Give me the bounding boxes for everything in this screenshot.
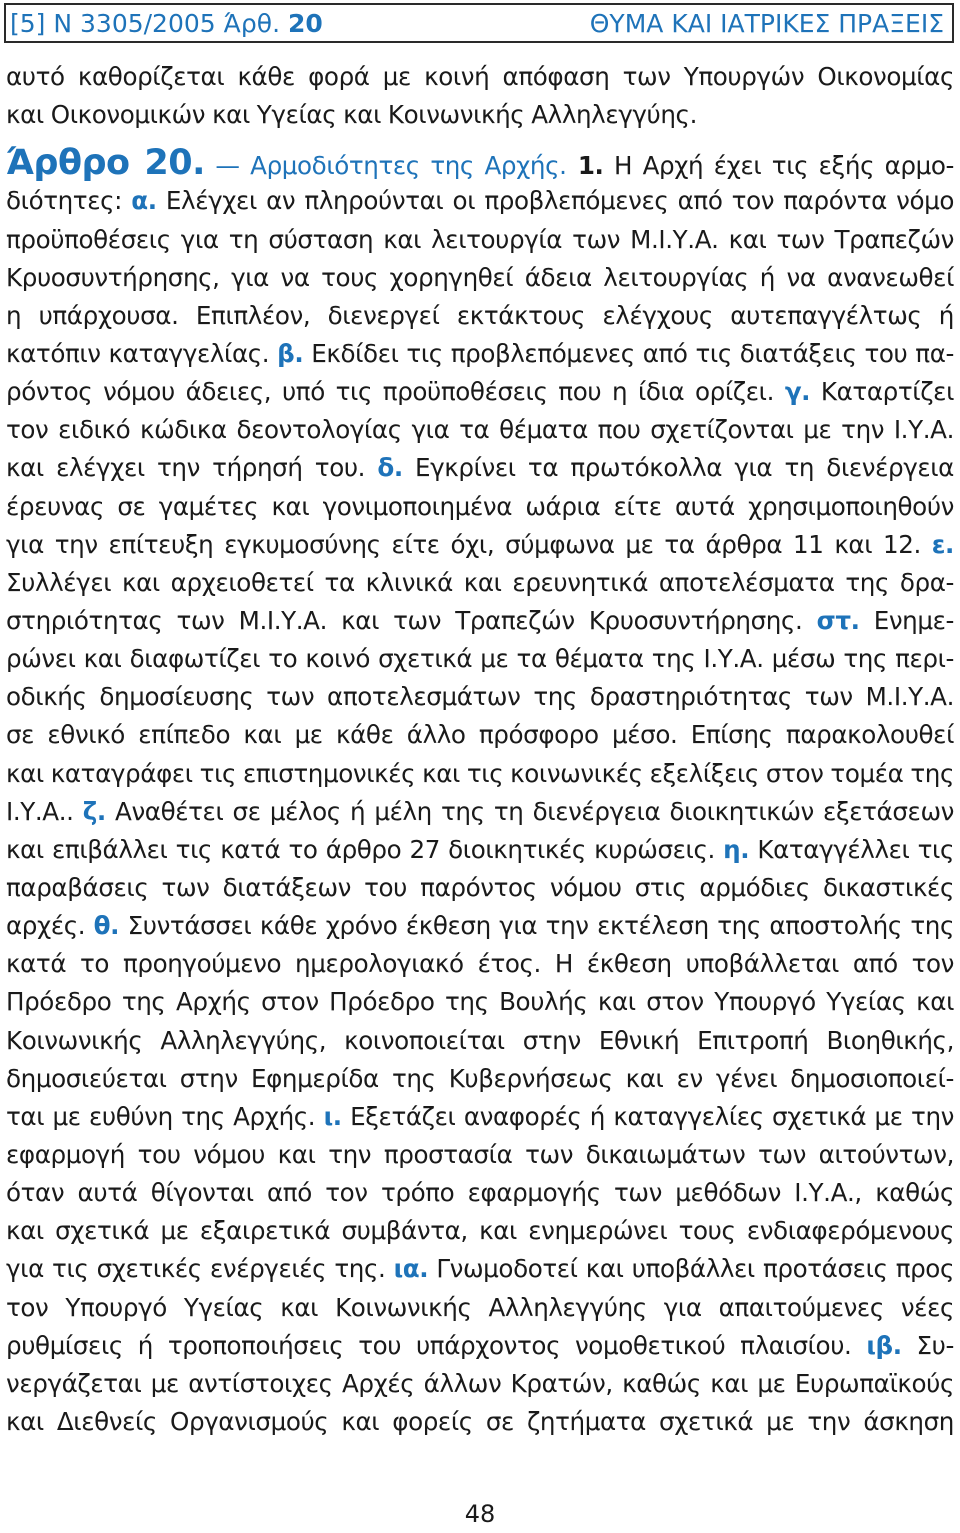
text-line: όταν αυτά θίγονται από τον τρόπο εφαρμογής των μεθόδων Ι.Υ.Α., καθώς	[6, 1178, 954, 1208]
item-marker: ι.	[323, 1101, 342, 1131]
item-marker: ιβ.	[866, 1330, 902, 1360]
law-reference-prefix: [5] Ν 3305/2005 Άρθ.	[10, 8, 288, 38]
text-line: παραβάσεις των διατάξεων του παρόντος νόμου στις αρμόδιες δικαστικές	[6, 872, 954, 902]
text-line: σε εθνικό επίπεδο και με κάθε άλλο πρόσφορο μέσο. Επίσης παρακολουθεί	[6, 720, 954, 750]
text-line: ρόντος νόμου άδειες, υπό τις προϋποθέσεις που η ίδια ορίζει. γ. Καταρτίζει	[6, 377, 954, 407]
text-line: Συλλέγει και αρχειοθετεί τα κλινικά και ερευνητικά αποτελέσματα της δρα-	[6, 567, 954, 597]
text-line: Κρυοσυντήρησης, για να τους χορηγηθεί άδεια λειτουργίας ή να ανανεωθεί	[6, 262, 954, 292]
article-heading-line	[6, 144, 954, 182]
item-marker: ζ.	[82, 796, 106, 826]
item-marker: γ.	[784, 377, 811, 407]
text-line: δημοσιεύεται στην Εφημερίδα της Κυβερνήσεως και εν γένει δημοσιοποιεί-	[6, 1063, 954, 1093]
text-line: οδικής δημοσίευσης των αποτελεσμάτων της δραστηριότητας των Μ.Ι.Υ.Α.	[6, 682, 954, 712]
text-line: στηριότητας των Μ.Ι.Υ.Α. και των Τραπεζών Κρυοσυντήρησης. στ. Ενημε-	[6, 605, 954, 635]
article-body	[6, 58, 954, 1441]
law-reference	[10, 9, 323, 38]
heading-line-text: Η Αρχή έχει τις εξής αρμο-	[603, 151, 955, 181]
text-line: ται με ευθύνη της Αρχής. ι. Εξετάζει αναφορές ή καταγγελίες σχετικά με την	[6, 1101, 954, 1131]
page-number: 48	[464, 1500, 496, 1528]
text-line: προϋποθέσεις για τη σύσταση και λειτουργία των Μ.Ι.Υ.Α. και των Τραπεζών	[6, 224, 954, 254]
section-title: ΘΥΜΑ ΚΑΙ ΙΑΤΡΙΚΕΣ ΠΡΑΞΕΙΣ	[589, 8, 944, 38]
item-marker: θ.	[93, 911, 120, 941]
item-marker: η.	[723, 834, 750, 864]
text-line: διότητες: α. Ελέγχει αν πληρούνται οι προβλεπόμενες από τον παρόντα νόμο	[6, 186, 954, 216]
item-marker: α.	[131, 186, 157, 216]
item-marker: ια.	[393, 1254, 429, 1284]
title-dash: —	[204, 151, 251, 181]
text-line: Κοινωνικής Αλληλεγγύης, κοινοποιείται στην Εθνική Επιτροπή Βιοηθικής,	[6, 1025, 954, 1055]
item-marker: ε.	[931, 529, 954, 559]
text-line: νεργάζεται με αντίστοιχες Αρχές άλλων Κρατών, καθώς και με Ευρωπαϊκούς	[6, 1368, 954, 1398]
item-marker: β.	[277, 338, 304, 368]
text-line: εφαρμογή του νόμου και την προστασία των δικαιωμάτων των αιτούντων,	[6, 1139, 954, 1169]
article-ref-number: 20	[288, 8, 323, 38]
text-line: αρχές. θ. Συντάσσει κάθε χρόνο έκθεση για την εκτέλεση της αποστολής της	[6, 911, 954, 941]
text-line: και Διεθνείς Οργανισμούς και φορείς σε ζητήματα σχετικά με την άσκηση	[6, 1406, 954, 1436]
text-line: έρευνας σε γαμέτες και γονιμοποιημένα ωάρια είτε αυτά χρησιμοποιηθούν	[6, 491, 954, 521]
text-line: και Οικονομικών και Υγείας και Κοινωνικής Αλληλεγγύης.	[6, 100, 697, 130]
text-line: και σχετικά με εξαιρετικά συμβάντα, και ενημερώνει τους ενδιαφερόμενους	[6, 1216, 954, 1246]
item-marker: στ.	[816, 605, 860, 635]
text-line: αυτό καθορίζεται κάθε φορά με κοινή απόφαση των Υπουργών Οικονομίας	[6, 62, 954, 91]
paragraph-number: 1.	[566, 151, 604, 181]
text-line: για τις σχετικές ενέργειές της. ια. Γνωμοδοτεί και υποβάλλει προτάσεις προς	[6, 1254, 954, 1284]
text-line: κατόπιν καταγγελίας. β. Εκδίδει τις προβλεπόμενες από τις διατάξεις του πα-	[6, 338, 954, 368]
text-line: Πρόεδρο της Αρχής στον Πρόεδρο της Βουλής και στον Υπουργό Υγείας και	[6, 987, 954, 1017]
text-line: τον Υπουργό Υγείας και Κοινωνικής Αλληλεγγύης για απαιτούμενες νέες	[6, 1292, 954, 1322]
text-line: ρώνει και διαφωτίζει το κοινό σχετικά με τα θέματα της Ι.Υ.Α. μέσω της περι-	[6, 644, 954, 674]
text-line: τον ειδικό κώδικα δεοντολογίας για τα θέματα που σχετίζονται με την Ι.Υ.Α.	[6, 415, 954, 445]
text-line: Ι.Υ.Α.. ζ. Αναθέτει σε μέλος ή μέλη της τη διενέργεια διοικητικών εξετάσεων	[6, 796, 954, 826]
text-line: και καταγράφει τις επιστημονικές και τις κοινωνικές εξελίξεις στον τομέα της	[6, 758, 954, 788]
text-line: για την επίτευξη εγκυμοσύνης είτε όχι, σύμφωνα με τα άρθρα 11 και 12. ε.	[6, 529, 954, 559]
running-header	[4, 3, 954, 43]
item-marker: δ.	[377, 453, 403, 483]
text-line: κατά το προηγούμενο ημερολογιακό έτος. Η έκθεση υποβάλλεται από τον	[6, 949, 954, 979]
text-line: ρυθμίσεις ή τροποποιήσεις του υπάρχοντος νομοθετικού πλαισίου. ιβ. Συ-	[6, 1330, 954, 1360]
article-subtitle: Αρμοδιότητες της Αρχής.	[250, 151, 567, 181]
text-line: η υπάρχουσα. Επιπλέον, διενεργεί εκτάκτους ελέγχους αυτεπαγγέλτως ή	[6, 300, 954, 330]
text-line: και ελέγχει την τήρησή του. δ. Εγκρίνει τα πρωτόκολλα για τη διενέργεια	[6, 453, 954, 483]
text-line: και επιβάλλει τις κατά το άρθρο 27 διοικητικές κυρώσεις. η. Καταγγέλλει τις	[6, 834, 954, 864]
article-title: Άρθρο 20.	[6, 143, 205, 184]
